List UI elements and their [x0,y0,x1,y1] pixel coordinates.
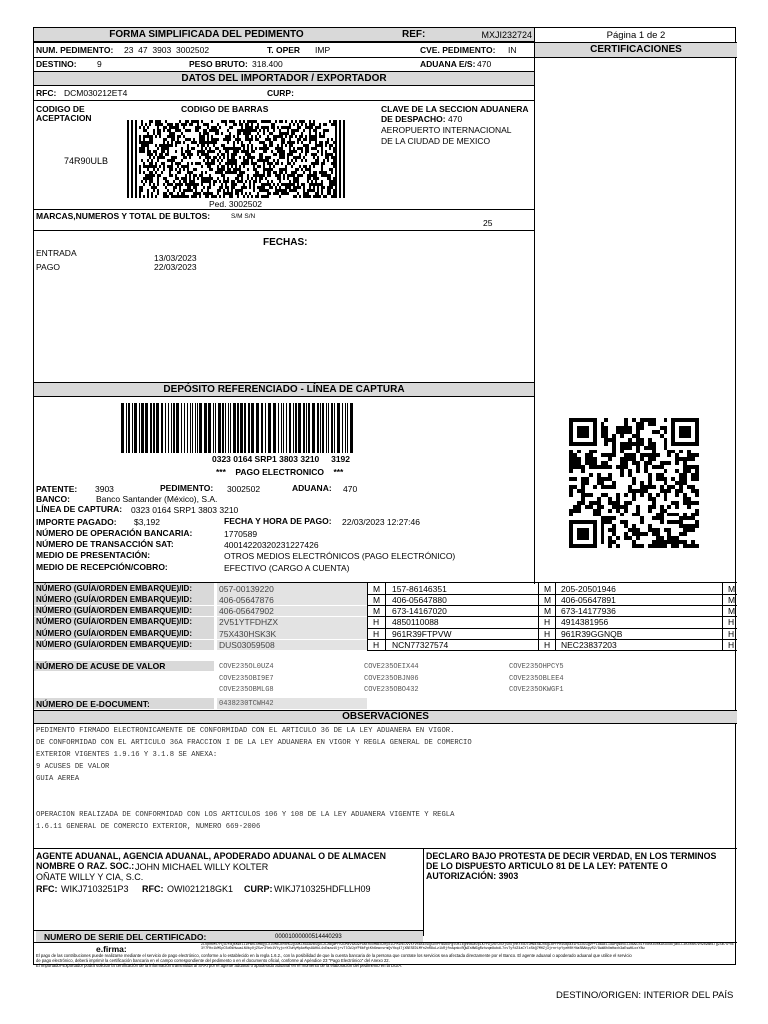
patente-label: PATENTE: [36,484,78,494]
transaccion-label: NÚMERO DE TRANSACCIÓN SAT: [36,539,174,549]
observacion-line: 1.6.11 GENERAL DE COMERCIO EXTERIOR, NUMERO 669-2006 [36,823,261,831]
guia-type: H [544,617,551,628]
peso-bruto-value: 318.400 [252,59,283,69]
clave-seccion-value: 470 [448,114,463,124]
acuse-value: COVE235OBJN06 [364,674,419,683]
guia-type: H [544,628,551,639]
acuse-value: COVE235OBI9E7 [219,674,274,683]
guia-value: 4914381956 [561,617,609,628]
guia-value: 157-86146351 [392,583,447,594]
observacion-line: PEDIMENTO FIRMADO ELECTRONICAMENTE DE CONFORMIDAD CON EL ARTICULO 36 DE LA LEY ADUANERA EN VIGOR. [36,727,455,735]
guia-row-label: NÚMERO (GUÍA/ORDEN EMBARQUE)/ID: [36,628,192,638]
rfc-value: DCM030212ET4 [64,88,128,98]
declaro-line-3: AUTORIZACIÓN: 3903 [426,871,519,881]
banco-label: BANCO: [36,494,70,504]
acuse-value: COVE235OBMLG8 [219,686,274,694]
guia-type: H [728,640,735,650]
acuse-value: COVE235OBO432 [364,686,419,694]
pedimento-form [33,27,736,968]
linea-captura-value: 0323 0164 SRP1 3803 3210 [131,505,239,515]
guia-type: M [373,583,381,594]
curp-label: CURP: [267,88,294,98]
guia-value: DUS03059508 [219,640,275,650]
barcode-caption: Ped. 3002502 [209,199,262,209]
linea-captura-label: LÍNEA DE CAPTURA: [36,504,123,514]
pago-label: PAGO [36,262,60,272]
guia-value: 406-05647876 [219,594,274,605]
guia-type: H [373,628,380,639]
aduana-es-value: 470 [477,59,492,69]
guia-row-label: NÚMERO (GUÍA/ORDEN EMBARQUE)/ID: [36,640,192,649]
bultos-total: 25 [483,218,493,228]
guia-type: M [544,606,552,617]
marcas-value: S/M S/N [231,213,256,220]
patente-value: 3903 [95,484,114,494]
operacion-label: NÚMERO DE OPERACIÓN BANCARIA: [36,528,193,538]
guia-value: 2V51YTFDHZX [219,617,279,628]
clave-seccion-line-2: DE LA CIUDAD DE MEXICO [381,136,491,146]
guia-value: 057-00139220 [219,583,274,594]
medio-presentacion-value: OTROS MEDIOS ELECTRÓNICOS (PAGO ELECTRÓNICO) [224,551,456,561]
guia-type: M [373,606,381,617]
legal-line-3: El Importador-Exportador podrá solicitar la certificación de la información transmitida al SAAI por el agente aduanal o apoderado aduanal en el momento de la elaboración del pedimento en la DGIA. [36,963,403,968]
guia-type: H [728,617,735,628]
certificaciones-title: CERTIFICACIONES [590,44,682,55]
fechas-title: FECHAS: [263,237,308,248]
rfc-agente-label: RFC: [36,884,58,894]
codigo-barras-label: CODIGO DE BARRAS [181,104,269,114]
observacion-line: EXTERIOR VIGENTES 1.9.16 Y 3.1.8 SE ANEXA: [36,751,218,759]
guia-value: 406-05647891 [561,594,616,605]
edocument-label: NÚMERO DE E-DOCUMENT: [36,699,150,709]
guia-value: 673-14177936 [561,606,616,617]
guia-value: NEC23837203 [561,640,617,650]
acuse-value: COVE235OKWGF1 [509,686,564,694]
codigo-aceptacion-label-1: CODIGO DE [36,104,85,114]
importe-value: $3,192 [134,517,160,527]
guia-type: H [373,617,380,628]
nombre-value: JOHN MICHAEL WILLY KOLTER [135,862,269,872]
destino-label: DESTINO: [36,59,77,69]
num-pedimento-value: 23 47 3903 3002502 [124,45,210,55]
acuse-label: NÚMERO DE ACUSE DE VALOR [36,661,166,671]
importer-section-title: DATOS DEL IMPORTADOR / EXPORTADOR [34,71,534,86]
curp-agente-value: WIKJ710325HDFLLH09 [274,884,371,894]
rfc-agente-value: WIKJ7103251P3 [61,884,129,894]
guia-type: M [728,583,736,594]
pedimento-value: 3002502 [227,484,261,494]
clave-seccion-label-1: CLAVE DE LA SECCION ADUANERA [381,104,529,114]
barcode-number: 0323 0164 SRP1 3803 3210 3192 [212,454,351,464]
aduana-label: ADUANA: [292,483,332,493]
rfc-agencia-label: RFC: [142,884,164,894]
guia-row-label: NÚMERO (GUÍA/ORDEN EMBARQUE)/ID: [36,583,192,593]
nombre-label: NOMBRE O RAZ. SOC.: [36,861,135,871]
guia-type: M [544,594,552,605]
pedimento-barcode [127,120,347,198]
declaro-line-2: DE LO DISPUESTO ARTICULO 81 DE LA LEY: PATENTE O [426,861,668,871]
page-number: Página 1 de 2 [606,30,666,41]
linea-captura-barcode [121,403,357,453]
guia-value: 673-14167020 [392,606,447,617]
observacion-line: DE CONFORMIDAD CON EL ARTICULO 36A FRACCION I DE LA LEY ADUANERA EN VIGOR Y REGLA GENERAL DE COMERCIO [36,739,472,747]
fecha-pago-label: FECHA Y HORA DE PAGO: [224,516,332,526]
guia-value: 406-05647902 [219,606,274,617]
medio-recepcion-value: EFECTIVO (CARGO A CUENTA) [224,563,350,573]
acuse-value: COVE235OBLEE4 [509,674,564,683]
guia-value: 205-20501946 [561,583,616,594]
entrada-value: 13/03/2023 [154,253,197,263]
pago-electronico-label: *** PAGO ELECTRONICO *** [216,467,344,477]
certificado-label: NUMERO DE SERIE DEL CERTIFICADO: [44,932,207,942]
observacion-line: 9 ACUSES DE VALOR [36,763,110,771]
destino-value: 9 [97,59,102,69]
acuse-value: COVE235OL0UZ4 [219,663,274,671]
guia-value: 4850110088 [392,617,439,628]
pago-value: 22/03/2023 [154,262,197,272]
observaciones-title: OBSERVACIONES [34,710,737,724]
importe-label: IMPORTE PAGADO: [36,517,117,527]
pedimento-label: PEDIMENTO: [160,483,214,493]
guia-type: M [373,594,381,605]
observacion-line: GUIA AEREA [36,775,80,783]
guia-type: H [544,640,551,650]
legal-line-1: El pago de las contribuciones puede realizarse mediante el servicio de pago electrónico, conforme a lo establecido en la regla 1.6.2., con la posibilidad de que la cuenta bancaria de la persona que contrate los servicios sea afectada directamente por el Banco. El agente aduanal o apoderado aduanal que utilice el servicio [36,953,632,958]
efirma-label: e.firma: [96,944,127,954]
clave-seccion-label-2: DE DESPACHO: [381,114,446,124]
acuse-value: COVE235OEIX44 [364,663,419,671]
transaccion-value: 40014220320231227426 [224,540,319,550]
efirma-value: ZLOpnKMt/FQlDroQsKWtLI9PWnIXMBQyLXIUMBCNrNHGJgUDKCRGGazBSQDC2LzBQWPFnZUMzv6Au9PGNtHUUMBEo2Hyo1CPMIHEDvvXrvRaskv9Q5DVPFNGbkPgtOeJzgHHNGeDpLKYP9jz6Y2Ozj5hkjHKYxoDTDMWESWJh6gIbPfPe45Bpaz1F6ZdLGgvP+LdaAELIdAPQNdvDJJNw9Lb1Y0dnXoORKA5uXdkjWkLL3H2e8KUVn9b9BmiTgZ5m7G+hE3Y7FHx1kM5pCSd0kHwuaLNUbyOjZ5zr3Yek1VYyjcrK7wHyMpAoMqs8AHkL4vEmzwiUjrvTlCWJpYP6bFgtKh6ewvsrmQvYbq47jXBESEDLMfn2nR8uLz1kRjfnAqmkcRQWZsNWGgRzhzqm8ubdL7xvTyfdZ4aCYlxSbQ7MHZj3jrnrtpYyeH0K+NaSBAbpyR2/GwW6hUmHaxh3aEswNLoxY8w [201,943,735,951]
guia-type: M [544,583,552,594]
agente-title: AGENTE ADUANAL, AGENCIA ADUANAL, APODERADO ADUANAL O DE ALMACEN [36,851,386,861]
guia-value: 406-05647880 [392,594,447,605]
legal-line-2: de pago electrónico, deberá imprimir la certificación bancaria en el campo correspondiente del pedimento o en el documento oficial, conforme al Apéndice 23 "Pago Electrónico" del Anexo 22. [36,958,390,963]
operacion-value: 1770589 [224,529,258,539]
observacion-line: OPERACION REALIZADA DE CONFORMIDAD CON LOS ARTICULOS 106 Y 108 DE LA LEY ADUANERA VIGENTE Y REGLA [36,811,455,819]
clave-seccion-line-1: AEROPUERTO INTERNACIONAL [381,125,512,135]
deposito-section-title: DEPÓSITO REFERENCIADO - LÍNEA DE CAPTURA [34,382,534,397]
aduana-value: 470 [343,484,358,494]
aduana-es-label: ADUANA E/S: [420,59,476,69]
declaro-line-1: DECLARO BAJO PROTESTA DE DECIR VERDAD, EN LOS TERMINOS [426,851,717,861]
cve-pedimento-value: IN [508,45,517,55]
guia-value: NCN77327574 [392,640,449,650]
medio-recepcion-label: MEDIO DE RECEPCIÓN/COBRO: [36,562,168,572]
guia-value: 75X430HSK3K [219,628,277,639]
guia-row-label: NÚMERO (GUÍA/ORDEN EMBARQUE)/ID: [36,617,192,627]
rfc-label: RFC: [36,88,57,98]
ref-label: REF: [402,29,426,40]
acuse-value: COVE235OHPCY5 [509,663,564,671]
t-oper-label: T. OPER [267,45,301,55]
guia-value: 961R39FTPVW [392,628,452,639]
agente-empresa: OÑATE WILLY Y CIA, S.C. [36,872,144,882]
destino-origen: DESTINO/ORIGEN: INTERIOR DEL PAÍS [556,990,734,1001]
codigo-aceptacion-label-2: ACEPTACION [36,113,92,123]
fecha-pago-value: 22/03/2023 12:27:46 [342,517,420,527]
certificado-value: 00001000000514440293 [275,934,342,940]
t-oper-value: IMP [315,45,331,55]
guia-type: M [728,606,736,617]
codigo-aceptacion-value: 74R90ULB [64,156,109,166]
guia-value: 961R39GGNQB [561,628,623,639]
guia-type: M [728,594,736,605]
banco-value: Banco Santander (México), S.A. [96,494,218,504]
rfc-agencia-value: OWI021218GK1 [167,884,234,894]
peso-bruto-label: PESO BRUTO: [189,59,248,69]
num-pedimento-label: NUM. PEDIMENTO: [36,45,114,55]
curp-agente-label: CURP: [244,884,273,894]
qr-code [569,418,699,548]
cve-pedimento-label: CVE. PEDIMENTO: [420,45,496,55]
guia-type: H [728,628,735,639]
guia-row-label: NÚMERO (GUÍA/ORDEN EMBARQUE)/ID: [36,594,192,604]
ref-value: MXJI232724 [481,30,532,40]
marcas-label: MARCAS,NUMEROS Y TOTAL DE BULTOS: [36,211,211,221]
edocument-value: 0438230TCWH42 [219,700,274,708]
guia-type: H [373,640,380,650]
medio-presentacion-label: MEDIO DE PRESENTACIÓN: [36,550,151,560]
entrada-label: ENTRADA [36,248,77,258]
guia-row-label: NÚMERO (GUÍA/ORDEN EMBARQUE)/ID: [36,606,192,616]
form-title: FORMA SIMPLIFICADA DEL PEDIMENTO [109,29,304,40]
